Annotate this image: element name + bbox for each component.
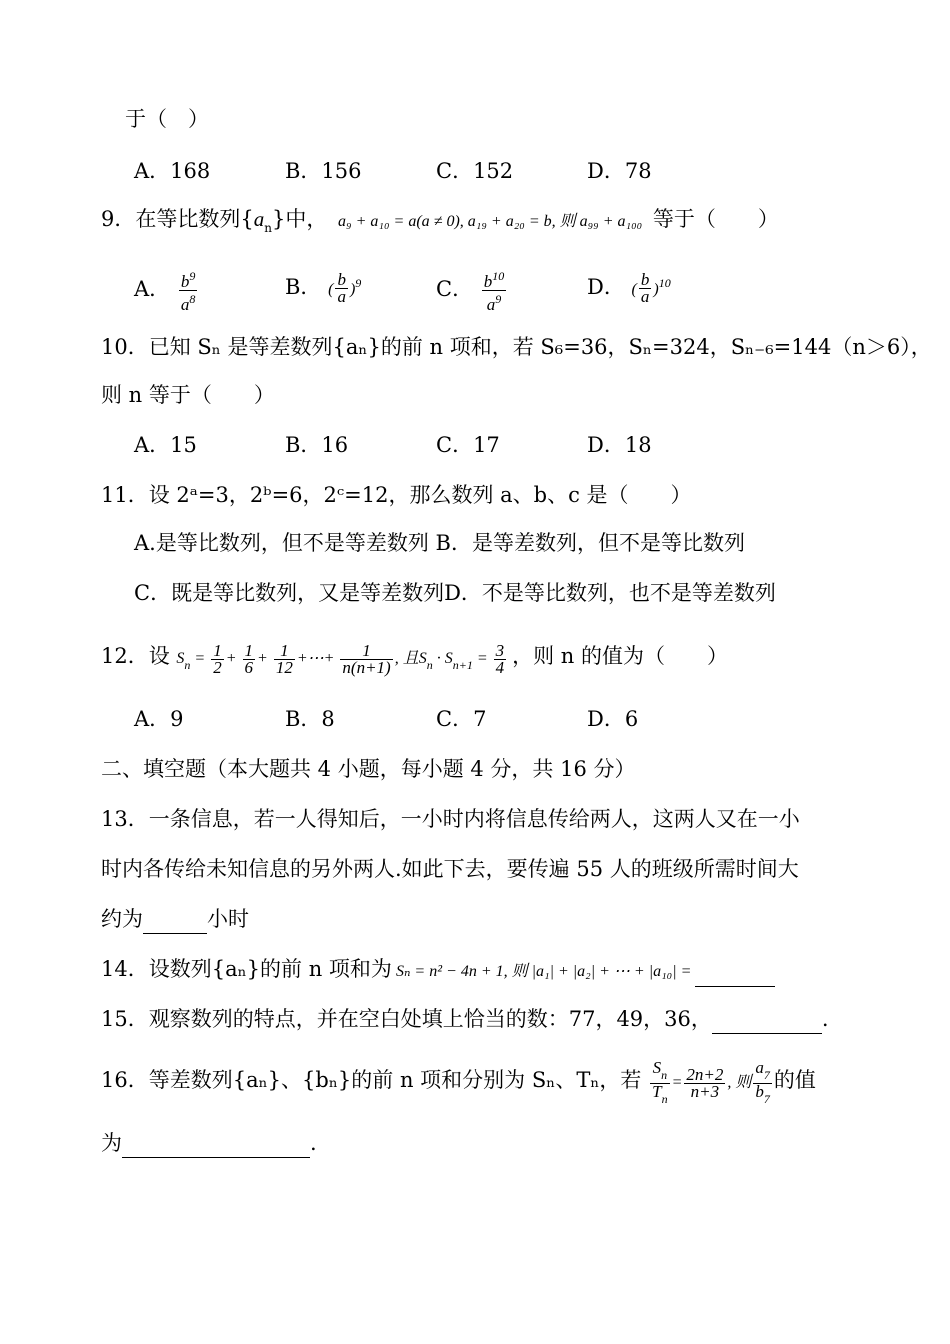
q11-options-cd [134, 578, 776, 608]
q14-answer-blank[interactable] [695, 964, 775, 987]
q12-choice-a: A．9 [134, 707, 184, 731]
q11-option-c: C．既是等比数列，又是等差数列 [134, 581, 445, 605]
q10-choice-a: A．15 [134, 433, 197, 457]
q9-choice-c: C． $\frac{b^{10}}{a^9}$ [436, 269, 505, 314]
q9-formula: a₉ + a₁₀ = a(a ≠ 0), a₁₉ + a₂₀ = b, 则 a₉₉ + a₁₀₀ [338, 213, 643, 230]
q10-line2: 则 n 等于（ ） [101, 383, 275, 407]
q16-line1: 16．等差数列{aₙ}、{bₙ}的前 n 项和分别为 Sₙ、Tₙ，若 $\frac{S_n}{T_n}$ = $\frac{2n+2}{n+3}$ , 则 $\frac{a_7}{b_7}$ 的值 [101, 1058, 816, 1106]
q10-choice-b: B．16 [285, 433, 349, 457]
q13-answer-blank[interactable] [143, 911, 207, 934]
q9-choice-a: A． $\frac{b^9}{a^8}$ [134, 269, 196, 314]
q14-formula: Sₙ = n² − 4n + 1, 则 |a₁| + |a₂| + ⋯ + |a₁₀| = [395, 963, 692, 980]
q11-option-d: D．不是等比数列，也不是等差数列 [444, 581, 776, 605]
q9-stem: 9．在等比数列$\{a_n\}$中， a₉ + a₁₀ = a(a ≠ 0), a₁₉ + a₂₀ = b, 则 a₉₉ + a₁₀₀ 等于（ ） [101, 207, 779, 235]
q11-stem: 11．设 2ᵃ=3，2ᵇ=6，2ᶜ=12，那么数列 a、b、c 是（ ） [101, 483, 692, 507]
q8-tail: 于（ ） [125, 107, 209, 131]
q12-formula: $S_n$ = $\frac{1}{2}$ + $\frac{1}{6}$ + $\frac{1}{12}$ +⋯+ $\frac{1}{n(n+1)}$ , 且$S_n \cdot S_{n+1}$ = $\frac{3}{4}$ [176, 640, 505, 677]
q9-choice-b: B． ( $\frac{b}{a}$ )$^9$ [285, 270, 362, 306]
q12-choice-d: D．6 [587, 707, 639, 731]
q12-stem: 12．设 $S_n$ = $\frac{1}{2}$ + $\frac{1}{6}$ + $\frac{1}{12}$ +⋯+ $\frac{1}{n(n+1)}$ , 且$S_n \cdot S_{n+1}$ = $\frac{3}{4}$ ，则 n 的值为（ ） [101, 640, 728, 677]
section-heading: 二、填空题（本大题共 4 小题，每小题 4 分，共 16 分） [101, 757, 636, 781]
q13-line3: 约为 小时 [101, 904, 249, 934]
q8-choice-b: B．156 [285, 159, 362, 183]
q8-choice-c: C．152 [436, 159, 514, 183]
q8-choice-a: A．168 [134, 159, 211, 183]
q12-choice-b: B．8 [285, 707, 335, 731]
q8-choice-d: D．78 [587, 159, 652, 183]
q9-choice-d: D． ( $\frac{b}{a}$ )$^{10}$ [587, 270, 671, 306]
q11-options-ab [134, 528, 745, 558]
q10-line1: 10．已知 Sₙ 是等差数列{aₙ}的前 n 项和，若 S₆=36，Sₙ=324，Sₙ₋₆=144（n＞6）， [101, 335, 932, 359]
q10-choice-c: C．17 [436, 433, 500, 457]
q12-choice-c: C．7 [436, 707, 487, 731]
q13-line1: 13．一条信息，若一人得知后，一小时内将信息传给两人，这两人又在一小 [101, 807, 800, 831]
q16-line2: 为 . [101, 1128, 317, 1158]
q13-line2: 时内各传给未知信息的另外两人.如此下去，要传遍 55 人的班级所需时间大 [101, 857, 799, 881]
q10-choice-d: D．18 [587, 433, 652, 457]
q16-answer-blank[interactable] [122, 1135, 310, 1158]
q14-stem: 14．设数列{aₙ}的前 n 项和为 Sₙ = n² − 4n + 1, 则 |a₁| + |a₂| + ⋯ + |a₁₀| = [101, 954, 775, 987]
q15-answer-blank[interactable] [712, 1011, 822, 1034]
q11-option-b: B．是等差数列，但不是等比数列 [435, 531, 745, 555]
q11-option-a: A.是等比数列，但不是等差数列 [134, 531, 429, 555]
q15-stem: 15．观察数列的特点，并在空白处填上恰当的数：77，49，36， . [101, 1004, 829, 1034]
